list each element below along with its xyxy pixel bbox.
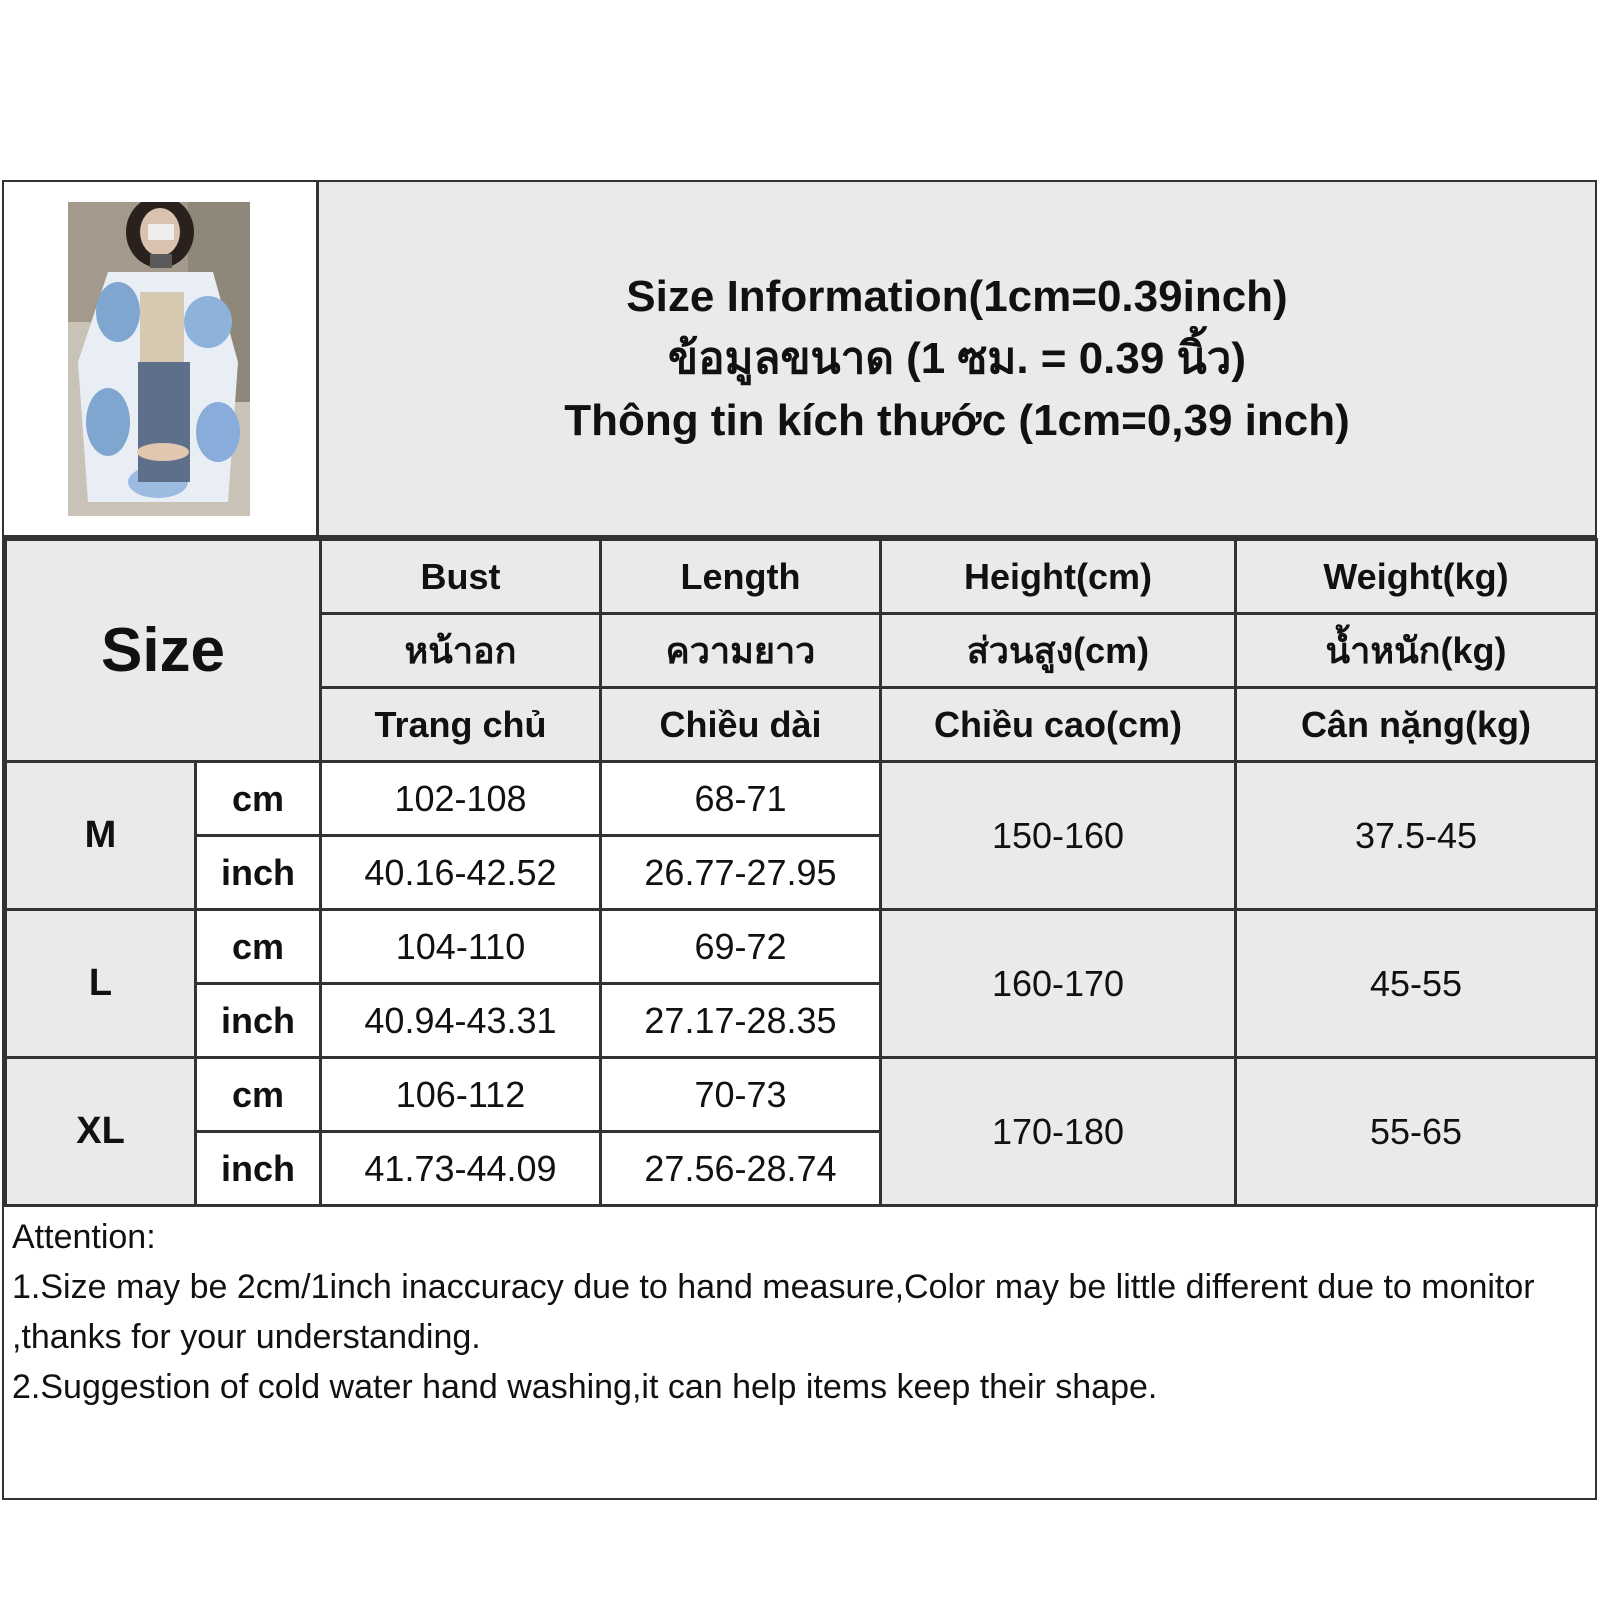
bust-inch: 40.16-42.52 <box>321 836 601 910</box>
table-row <box>6 1058 1597 1132</box>
height-range: 150-160 <box>881 762 1236 910</box>
table-row <box>6 910 1597 984</box>
col-weight-th: น้ำหนัก(kg) <box>1236 614 1597 688</box>
height-range: 170-180 <box>881 1058 1236 1206</box>
attention-heading: Attention: <box>12 1218 156 1256</box>
height-range: 160-170 <box>881 910 1236 1058</box>
title-thai: ข้อมูลขนาด (1 ซม. = 0.39 นิ้ว) <box>667 333 1246 383</box>
product-photo <box>68 202 250 516</box>
note-item: 1.Size may be 2cm/1inch inaccuracy due to hand measure,Color may be little different due to monitor ,thanks for your understanding. <box>12 1268 1535 1356</box>
col-height-en: Height(cm) <box>881 540 1236 614</box>
bust-inch: 41.73-44.09 <box>321 1132 601 1206</box>
length-inch: 27.17-28.35 <box>601 984 881 1058</box>
col-bust-vi: Trang chủ <box>321 688 601 762</box>
title-vietnamese: Thông tin kích thước (1cm=0,39 inch) <box>564 395 1350 445</box>
size-xl: XL <box>6 1058 196 1206</box>
col-weight-en: Weight(kg) <box>1236 540 1597 614</box>
bust-inch: 40.94-43.31 <box>321 984 601 1058</box>
unit-inch: inch <box>196 836 321 910</box>
weight-range: 55-65 <box>1236 1058 1597 1206</box>
product-photo-cell <box>4 182 319 538</box>
length-inch: 26.77-27.95 <box>601 836 881 910</box>
size-chart <box>2 180 1597 1500</box>
size-l: L <box>6 910 196 1058</box>
length-cm: 68-71 <box>601 762 881 836</box>
weight-range: 37.5-45 <box>1236 762 1597 910</box>
bust-cm: 102-108 <box>321 762 601 836</box>
size-header: Size <box>6 540 321 762</box>
bust-cm: 106-112 <box>321 1058 601 1132</box>
col-weight-vi: Cân nặng(kg) <box>1236 688 1597 762</box>
size-m: M <box>6 762 196 910</box>
bust-cm: 104-110 <box>321 910 601 984</box>
attention-notes <box>12 1212 1587 1412</box>
col-bust-en: Bust <box>321 540 601 614</box>
size-table <box>4 538 1598 1207</box>
col-length-en: Length <box>601 540 881 614</box>
unit-cm: cm <box>196 762 321 836</box>
unit-inch: inch <box>196 984 321 1058</box>
col-length-th: ความยาว <box>601 614 881 688</box>
title-english: Size Information(1cm=0.39inch) <box>626 271 1288 321</box>
length-inch: 27.56-28.74 <box>601 1132 881 1206</box>
title-cell <box>319 182 1595 538</box>
unit-cm: cm <box>196 910 321 984</box>
unit-inch: inch <box>196 1132 321 1206</box>
col-length-vi: Chiều dài <box>601 688 881 762</box>
weight-range: 45-55 <box>1236 910 1597 1058</box>
unit-cm: cm <box>196 1058 321 1132</box>
length-cm: 70-73 <box>601 1058 881 1132</box>
col-height-vi: Chiều cao(cm) <box>881 688 1236 762</box>
col-bust-th: หน้าอก <box>321 614 601 688</box>
table-row <box>6 762 1597 836</box>
col-height-th: ส่วนสูง(cm) <box>881 614 1236 688</box>
length-cm: 69-72 <box>601 910 881 984</box>
header-row-english <box>6 540 1597 614</box>
model-illustration <box>68 202 250 516</box>
note-item: 2.Suggestion of cold water hand washing,it can help items keep their shape. <box>12 1368 1158 1406</box>
